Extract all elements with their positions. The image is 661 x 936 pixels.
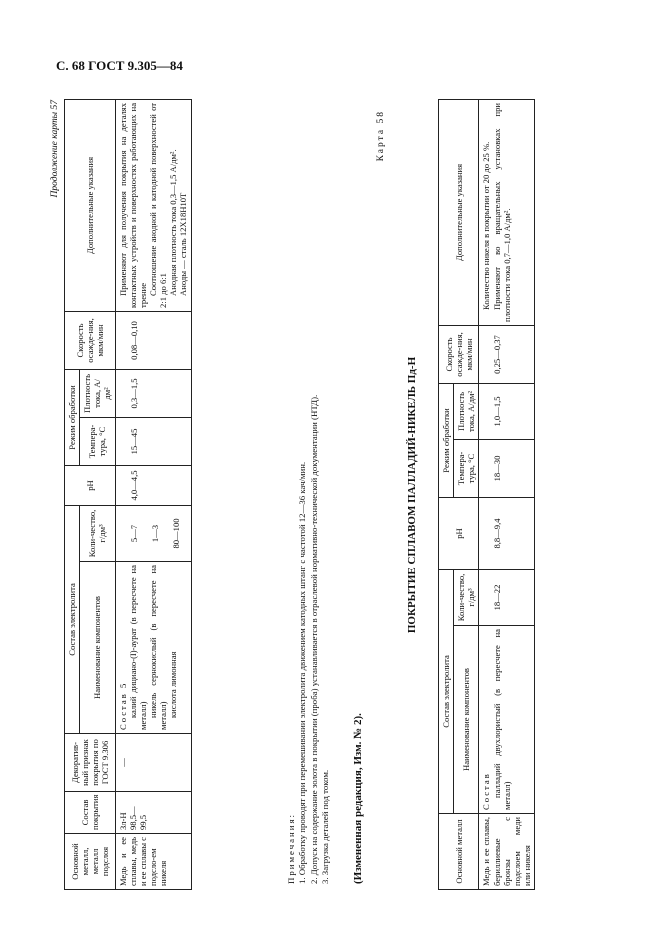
t2-cell-temperature (479, 439, 535, 497)
t2-th-base-metal: Основной металл (439, 814, 479, 890)
th-speed: Скорость осажде-ния, мкм/мин (65, 311, 116, 369)
note-item-3: 3. Загрузка деталей под током. (320, 769, 331, 884)
th-electrolyte: Состав электролита (65, 505, 80, 733)
note-item-1: 1. Обработку проводят при перемешивании электролита движением катодных штанг с частотой 12—36 кач/мин. (297, 461, 308, 884)
temperature-value: 15—45 (128, 428, 139, 455)
table-row (115, 99, 191, 889)
composition-code: Зл-Н (117, 812, 128, 830)
th-density: Плотность тока, А/дм² (80, 369, 115, 417)
t2-header-row-1 (439, 99, 454, 889)
th-base-metal: Основной металл, металл подслоя (65, 834, 116, 890)
amendment-note: (Измененная редакция, Изм. № 2). (352, 713, 364, 884)
t2-cell-notes (479, 99, 535, 325)
ph-value: 4,0—4,5 (128, 470, 139, 501)
th-temperature: Темпера-тура, °С (80, 417, 115, 465)
t2-th-electrolyte: Состав электролита (439, 569, 454, 813)
th-notes: Дополнительные указания (65, 99, 116, 311)
t2-cell-components (479, 626, 535, 814)
note-2: Соотношение анодной и катодной поверхностей от 2:1 до 6:1 (147, 102, 169, 308)
cell-temperature (115, 417, 191, 465)
note-1: Применяют для получения покрытия на деталях контактных устройств и поверхностях работающих на трение (117, 102, 148, 308)
th-decorative: Декоратив-ный признак покрытия по ГОСТ 9.306 (65, 734, 116, 792)
composition-percent: 98,5—99,5 (127, 806, 148, 830)
th-mode: Режим обработки (65, 369, 80, 465)
component-1: калий дицианo-(I)-аурат (в пересчете на металл) (127, 565, 148, 730)
th-quantity: Коли-чество, г/дм³ (80, 505, 115, 561)
card-58-table (438, 99, 535, 890)
card-label: Карта 58 (376, 110, 386, 162)
card-57-table (64, 99, 192, 890)
t2-th-mode: Режим обработки (439, 383, 454, 497)
continuation-label: Продолжение карты 57 (50, 100, 60, 198)
t2-speed-value: 0,25—0,37 (492, 335, 503, 374)
rotated-document-sheet (50, 100, 650, 890)
t2-cell-quantity (479, 569, 535, 625)
t2-cell-base-metal: Медь и ее сплавы, бериллиевые бронзы с подслоем меди или никеля (479, 814, 535, 890)
cell-ph (115, 465, 191, 505)
table-row (479, 99, 535, 889)
density-value: 0,3—1,5 (128, 378, 139, 409)
t2-ph-value: 8,8—9,4 (492, 518, 503, 549)
t2-cell-speed (479, 325, 535, 383)
t2-temperature-value: 18—30 (492, 455, 503, 482)
section-title: ПОКРЫТИЕ СПЛАВОМ ПАЛЛАДИЙ-НИКЕЛЬ Пд-Н (406, 356, 418, 634)
quantity-3: 80—100 (170, 518, 181, 549)
t2-density-value: 1,0—1,5 (492, 396, 503, 427)
t2-note-1: Количество никеля в покрытии от 20 до 25 %. (481, 141, 492, 310)
quantity-1: 5—7 (128, 524, 139, 543)
component-3: кислота лимонная (168, 651, 179, 718)
cell-decorative: — (115, 734, 191, 792)
t2-th-quantity: Коли-чество, г/дм³ (454, 569, 479, 625)
speed-value: 0,08—0,10 (128, 321, 139, 360)
page-header: С. 68 ГОСТ 9.305—84 (56, 58, 183, 73)
note-3: Анодная плотность тока 0,3—1,5 А/дм². (168, 149, 179, 296)
component-2: никель сернокислый (в пересчете на металл) (147, 565, 169, 730)
sostav-label: Состав 5 (117, 681, 128, 730)
t2-th-speed: Скорость осажде-ния, мкм/мин (439, 325, 479, 383)
th-component-name: Наименование компонентов (80, 562, 115, 734)
t2-th-temperature: Темпера-тура, °С (454, 439, 479, 497)
header-row-1 (65, 99, 80, 889)
t2-cell-density (479, 383, 535, 439)
note-item-2: 2. Допуск на содержание золота в покрытии (проба) устанавливается в отраслевой нормативно-технической документации (НТД). (308, 394, 319, 884)
cell-base-metal: Медь и ее сплавы, медь и ее сплавы с подсло-ем никеля (115, 834, 191, 890)
t2-note-2: Применяют во вращательных установках при плотности тока 0,7—1,0 А/дм². (491, 102, 512, 322)
t2-th-notes: Дополнительные указания (439, 99, 479, 325)
notes-title: Примечания: (286, 813, 296, 884)
cell-notes (115, 99, 191, 311)
t2-quantity-value: 18—22 (492, 584, 503, 611)
t2-component-1: палладий двухлористый (в пересчете на металл) (491, 629, 512, 810)
cell-composition (115, 792, 191, 834)
note-4: Аноды — сталь 12Х18Н10Т (178, 192, 189, 296)
th-composition: Состав покрытия (65, 792, 116, 834)
quantity-2: 1—3 (149, 524, 160, 543)
t2-th-component-name: Наименование компонентов (454, 626, 479, 814)
cell-quantities (115, 505, 191, 561)
cell-density (115, 369, 191, 417)
cell-speed (115, 311, 191, 369)
t2-cell-ph (479, 497, 535, 569)
cell-components (115, 562, 191, 734)
t2-th-density: Плотность тока, А/дм² (454, 383, 479, 439)
th-ph: рН (65, 465, 116, 505)
t2-th-ph: рН (439, 497, 479, 569)
notes-block (286, 104, 332, 884)
t2-sostav-label: Состав (481, 772, 492, 810)
